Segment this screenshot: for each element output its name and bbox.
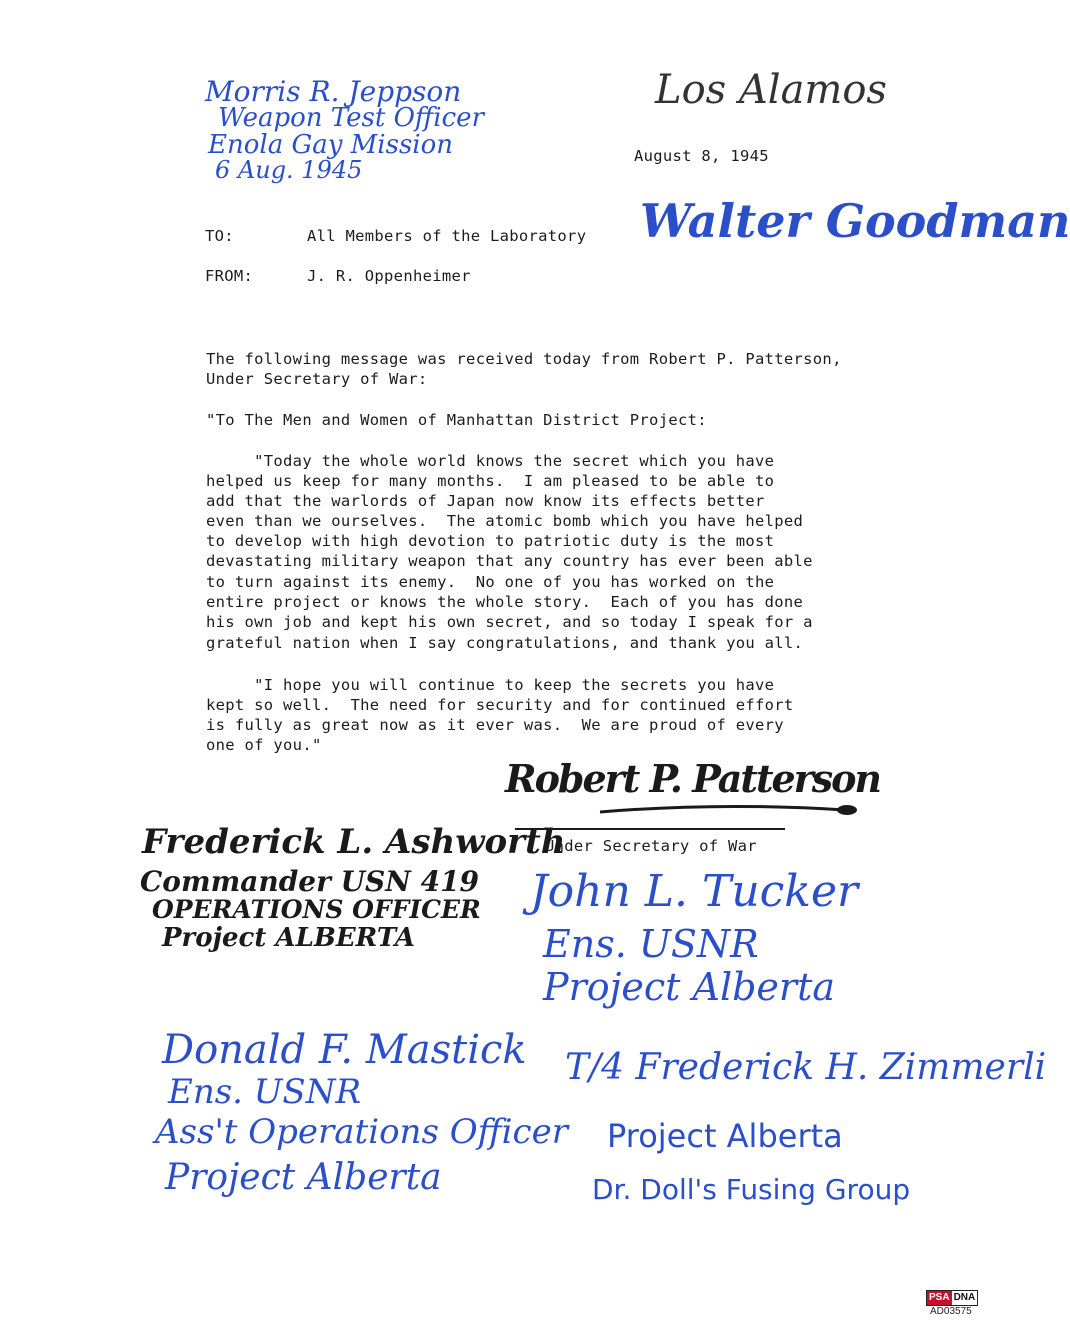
from-value: J. R. Oppenheimer bbox=[307, 267, 471, 285]
zimmerli-inscription-line-1: T/4 Frederick H. Zimmerli bbox=[565, 1047, 1047, 1088]
to-value: All Members of the Laboratory bbox=[307, 227, 587, 245]
jeppson-inscription-line-3: Enola Gay Mission bbox=[208, 130, 454, 160]
dna-logo-text: DNA bbox=[953, 1292, 976, 1303]
psa-dna-logo bbox=[926, 1290, 978, 1306]
para2-line-3: is fully as great now as it ever was. We are proud of every bbox=[206, 716, 784, 734]
para1-line-10: grateful nation when I say congratulations, and thank you all. bbox=[206, 634, 804, 652]
ashworth-inscription-line-3: OPERATIONS OFFICER bbox=[152, 895, 481, 924]
tucker-inscription-line-1: John L. Tucker bbox=[530, 866, 859, 917]
ashworth-inscription-line-4: Project ALBERTA bbox=[162, 923, 415, 953]
tucker-inscription-line-3: Project Alberta bbox=[543, 965, 836, 1009]
para2-line-4: one of you." bbox=[206, 736, 322, 754]
psa-logo-text: PSA bbox=[929, 1292, 950, 1303]
para1-line-2: helped us keep for many months. I am pleased to be able to bbox=[206, 472, 775, 490]
zimmerli-inscription-line-2: Project Alberta bbox=[607, 1117, 843, 1155]
certificate-number: AD03575 bbox=[930, 1306, 972, 1317]
jeppson-inscription-line-1: Morris R. Jeppson bbox=[205, 75, 462, 108]
mastick-inscription-line-4: Project Alberta bbox=[165, 1157, 442, 1198]
para1-line-3: add that the warlords of Japan now know its effects better bbox=[206, 492, 765, 510]
ashworth-inscription-line-2: Commander USN 419 bbox=[140, 865, 480, 898]
para1-line-1: "Today the whole world knows the secret which you have bbox=[206, 452, 775, 470]
para1-line-7: to turn against its enemy. No one of you has worked on the bbox=[206, 573, 775, 591]
salutation: "To The Men and Women of Manhattan District Project: bbox=[206, 411, 707, 429]
para1-line-4: even than we ourselves. The atomic bomb which you have helped bbox=[206, 512, 804, 530]
para1-line-9: his own job and kept his own secret, and so today I speak for a bbox=[206, 613, 813, 631]
para1-line-8: entire project or knows the whole story. Each of you has done bbox=[206, 593, 804, 611]
los-alamos-handwriting: Los Alamos bbox=[655, 67, 887, 113]
para2-line-2: kept so well. The need for security and for continued effort bbox=[206, 696, 794, 714]
letter-date: August 8, 1945 bbox=[634, 147, 769, 165]
intro-line-2: Under Secretary of War: bbox=[206, 370, 428, 388]
jeppson-inscription-line-2: Weapon Test Officer bbox=[218, 103, 484, 133]
mastick-inscription-line-2: Ens. USNR bbox=[168, 1072, 362, 1112]
goodman-signature: Walter Goodman bbox=[640, 194, 1070, 248]
ashworth-inscription-line-1: Frederick L. Ashworth bbox=[142, 822, 566, 862]
patterson-signature: Robert P. Patterson bbox=[505, 756, 881, 801]
para1-line-5: to develop with high devotion to patriotic duty is the most bbox=[206, 532, 775, 550]
mastick-inscription-line-3: Ass't Operations Officer bbox=[155, 1112, 568, 1152]
para1-line-6: devastating military weapon that any country has ever been able bbox=[206, 552, 813, 570]
intro-line-1: The following message was received today from Robert P. Patterson, bbox=[206, 350, 842, 368]
signature-title: Under Secretary of War bbox=[545, 837, 757, 855]
tucker-inscription-line-2: Ens. USNR bbox=[543, 922, 759, 966]
zimmerli-inscription-line-3: Dr. Doll's Fusing Group bbox=[592, 1173, 911, 1206]
signature-flourish bbox=[600, 800, 860, 822]
jeppson-inscription-line-4: 6 Aug. 1945 bbox=[215, 156, 363, 184]
from-label: FROM: bbox=[205, 267, 254, 285]
para2-line-1: "I hope you will continue to keep the secrets you have bbox=[206, 676, 775, 694]
to-label: TO: bbox=[205, 227, 234, 245]
mastick-inscription-line-1: Donald F. Mastick bbox=[162, 1027, 527, 1073]
